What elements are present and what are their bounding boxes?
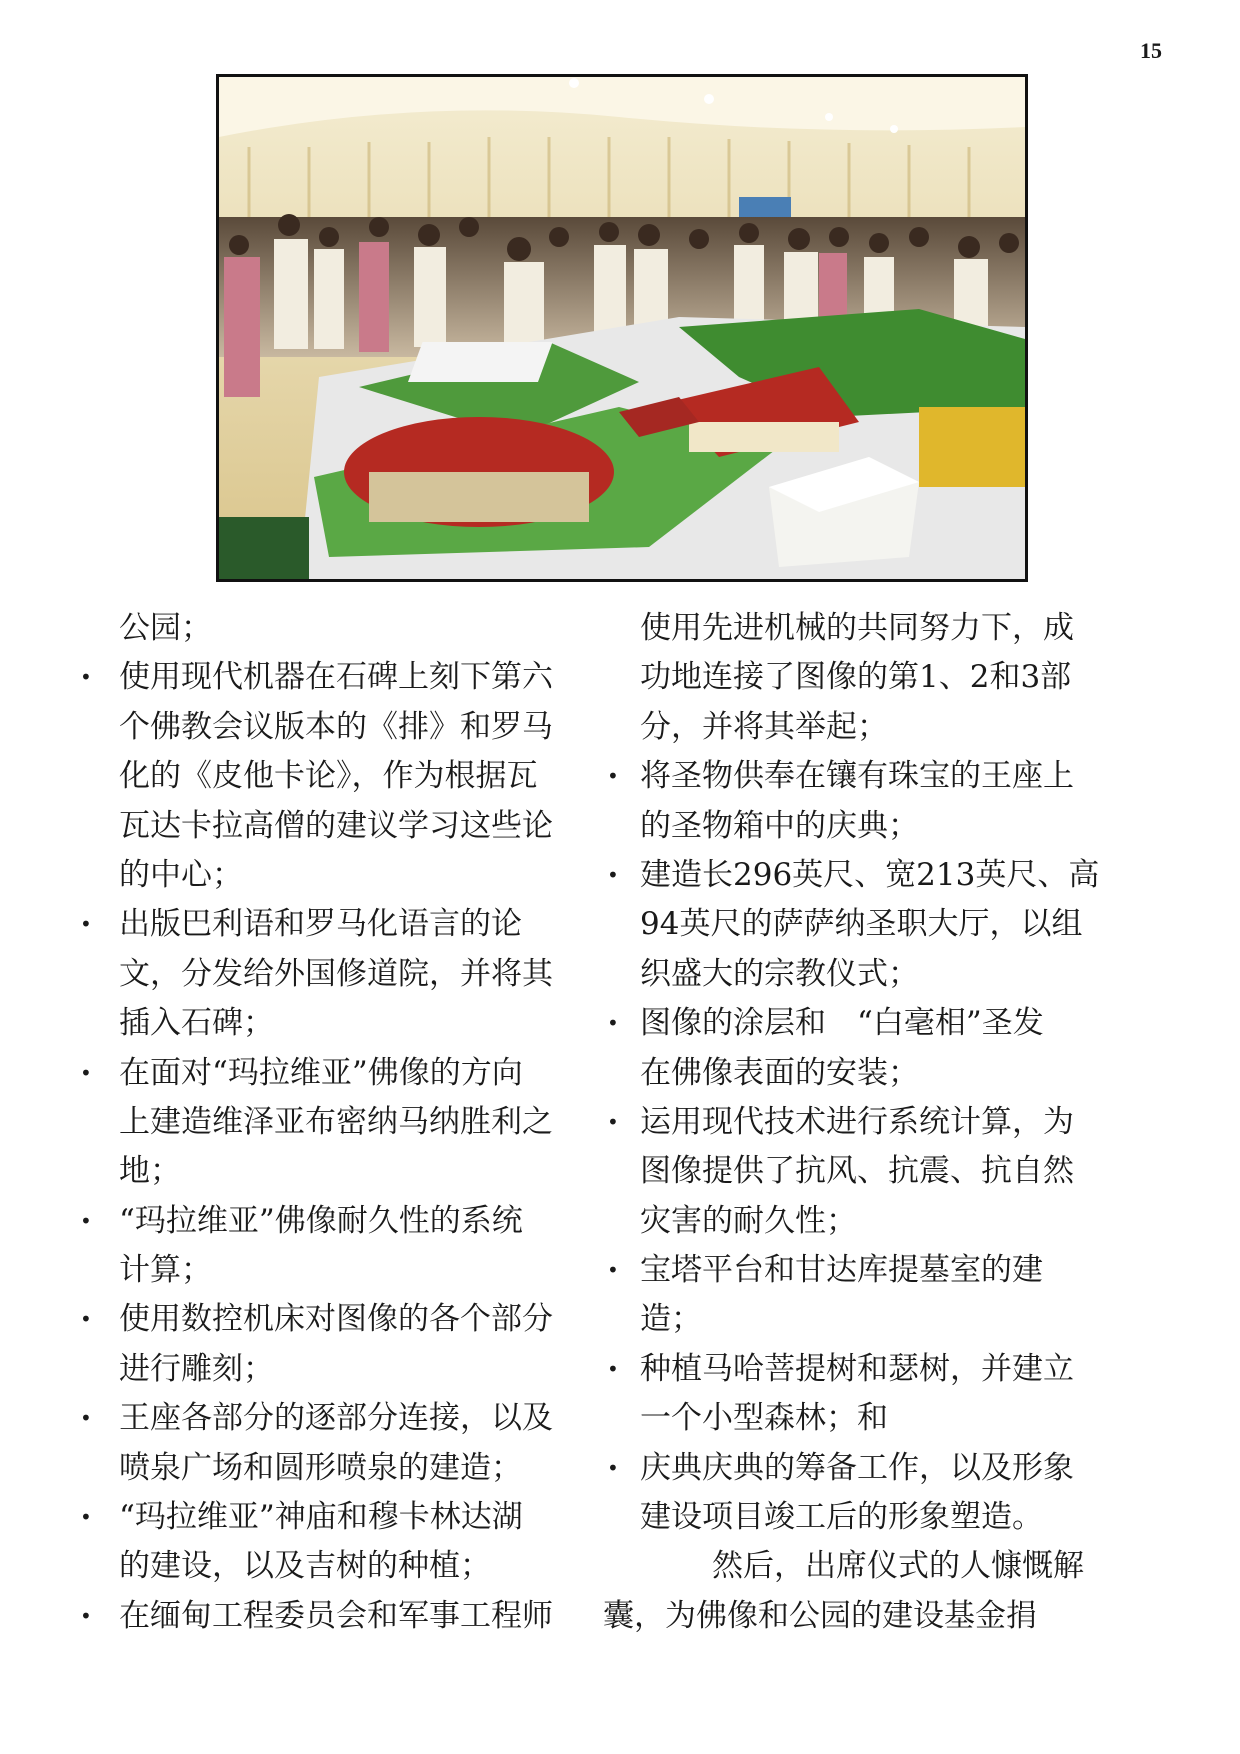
text-line: 灾害的耐久性；: [640, 1202, 857, 1239]
bullet-icon: •: [80, 1603, 92, 1628]
paragraph-first-line: 然后，出席仪式的人慷慨解: [712, 1548, 1084, 1585]
bullet-icon: •: [80, 1505, 92, 1530]
text-line: 化的《皮他卡论》，作为根据瓦: [119, 758, 538, 795]
text-line: 使用先进机械的共同努力下，成: [640, 610, 1074, 646]
list-item: • 种植马哈菩提树和瑟树，并建立: [640, 1345, 1162, 1394]
left-text-column: [80, 604, 597, 1641]
text-line: 分，并将其举起；: [640, 708, 888, 745]
text-line: 计算；: [119, 1252, 212, 1289]
bullet-icon: •: [80, 1307, 92, 1332]
page-number: 15: [1140, 38, 1162, 63]
text-line: 公园；: [119, 610, 212, 646]
bullet-icon: •: [607, 764, 619, 789]
bullet-icon: •: [80, 1060, 92, 1085]
right-text-column: [603, 604, 1162, 1641]
text-line: 个佛教会议版本的《排》和罗马: [119, 708, 553, 745]
list-item: • 王座各部分的逐部分连接，以及: [119, 1394, 597, 1443]
text-line: 瓦达卡拉高僧的建议学习这些论: [119, 807, 553, 844]
text-line: 进行雕刻；: [119, 1350, 274, 1387]
event-photo: [216, 74, 1028, 582]
bullet-icon: •: [80, 912, 92, 937]
list-item: • 在面对“玛拉维亚”佛像的方向: [119, 1049, 597, 1098]
text-line: 在佛像表面的安装；: [640, 1054, 919, 1091]
list-item: • 图像的涂层和 “白毫相”圣发: [640, 999, 1162, 1048]
list-item: • “玛拉维亚”佛像耐久性的系统: [119, 1197, 597, 1246]
list-item: • 将圣物供奉在镶有珠宝的王座上: [640, 752, 1162, 801]
text-line: 的圣物箱中的庆典；: [640, 807, 919, 844]
text-line: 一个小型森林；和: [640, 1400, 888, 1437]
text-line: 的建设，以及吉树的种植；: [119, 1548, 491, 1585]
text-line: 织盛大的宗教仪式；: [640, 955, 919, 992]
bullet-icon: •: [607, 1455, 619, 1480]
bullet-icon: •: [80, 1406, 92, 1431]
list-item: • 出版巴利语和罗马化语言的论: [119, 900, 597, 949]
list-item: • 建造长296英尺、宽213英尺、高: [640, 851, 1162, 900]
text-line: 功地连接了图像的第1、2和3部: [640, 659, 1072, 696]
text-line: 建设项目竣工后的形象塑造。: [640, 1499, 1043, 1536]
text-line: 插入石碑；: [119, 1005, 274, 1042]
list-item: • 宝塔平台和甘达库提墓室的建: [640, 1246, 1162, 1295]
text-line: 94英尺的萨萨纳圣职大厅，以组: [640, 906, 1083, 943]
bullet-icon: •: [607, 1109, 619, 1134]
text-line: 造；: [640, 1301, 702, 1338]
bullet-icon: •: [607, 1356, 619, 1381]
list-item: • 运用现代技术进行系统计算，为: [640, 1098, 1162, 1147]
bullet-icon: •: [607, 862, 619, 887]
exhibition-model-photo: [219, 77, 1025, 579]
text-line: 上建造维泽亚布密纳马纳胜利之: [119, 1103, 553, 1140]
list-item: • 使用数控机床对图像的各个部分: [119, 1295, 597, 1344]
list-item: • 使用现代机器在石碑上刻下第六: [119, 653, 597, 702]
text-line: 地；: [119, 1153, 181, 1190]
text-line: 的中心；: [119, 856, 243, 893]
list-item: • “玛拉维亚”神庙和穆卡林达湖: [119, 1493, 597, 1542]
list-item: • 庆典庆典的筹备工作，以及形象: [640, 1444, 1162, 1493]
bullet-icon: •: [80, 1208, 92, 1233]
bullet-icon: •: [80, 665, 92, 690]
list-item: • 在缅甸工程委员会和军事工程师: [119, 1592, 597, 1641]
text-line: 喷泉广场和圆形喷泉的建造；: [119, 1449, 522, 1486]
text-line: 图像提供了抗风、抗震、抗自然: [640, 1153, 1074, 1190]
bullet-icon: •: [607, 1258, 619, 1283]
bullet-icon: •: [607, 1011, 619, 1036]
text-line: 囊，为佛像和公园的建设基金捐: [603, 1597, 1037, 1634]
text-line: 文，分发给外国修道院，并将其: [119, 955, 553, 992]
